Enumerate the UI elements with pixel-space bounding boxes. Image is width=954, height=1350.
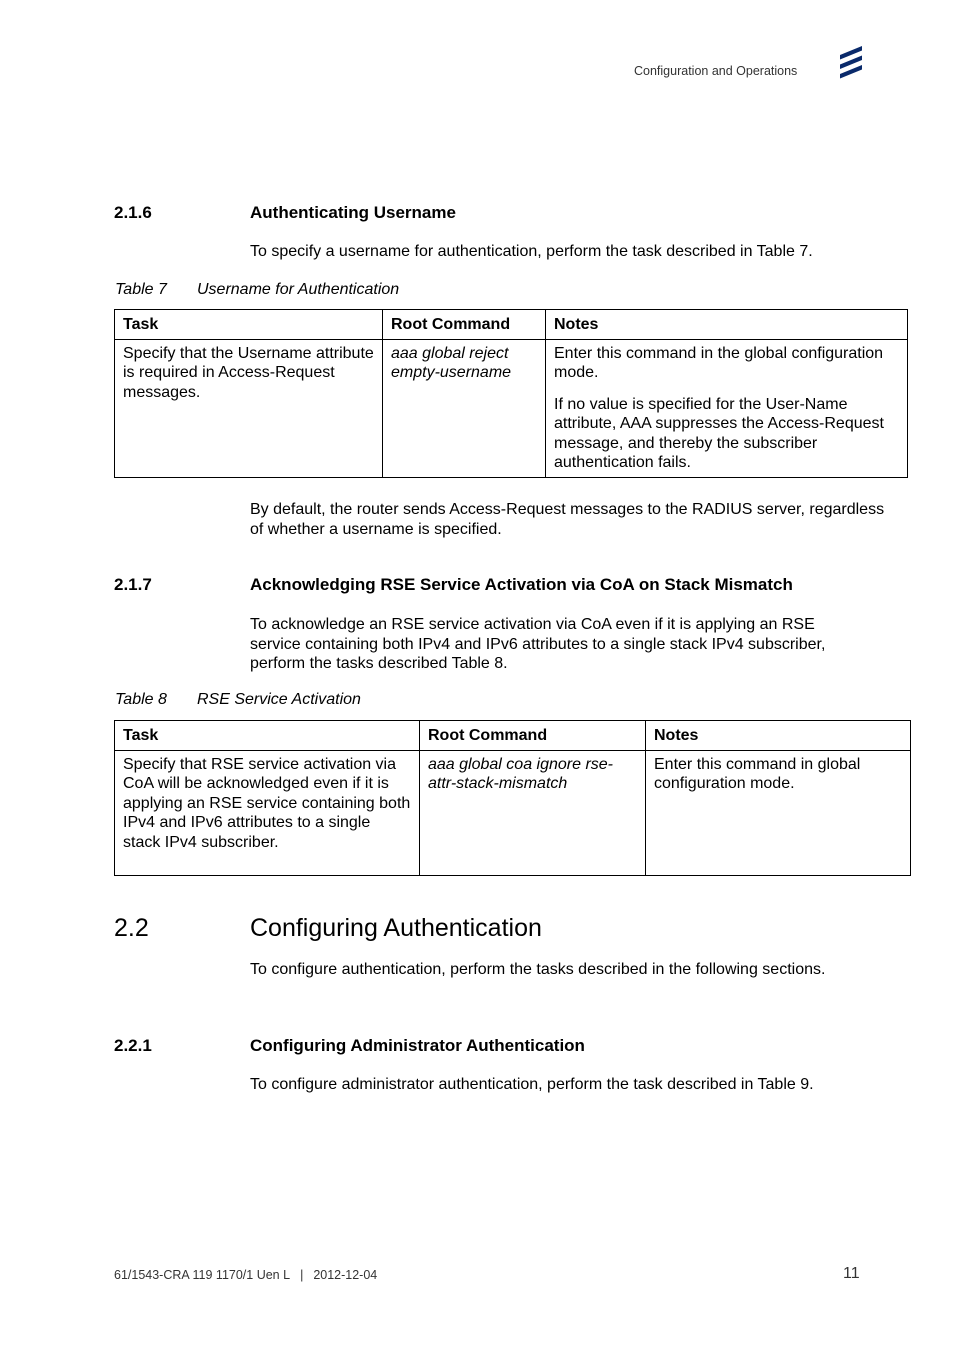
notes-cell: [646, 750, 911, 875]
table-caption: [115, 691, 361, 709]
footer-separator: |: [300, 1268, 304, 1282]
note-paragraph: If no value is specified for the User-Name attribute, AAA suppresses the Access-Request message, and thereby the subscriber authentication fails.: [554, 395, 884, 471]
table-caption-text: RSE Service Activation: [197, 691, 361, 708]
note-paragraph: Enter this command in the global configuration mode.: [554, 344, 884, 381]
default-behavior-paragraph: By default, the router sends Access-Request messages to the RADIUS server, regardless of whether a username is specified.: [250, 501, 885, 538]
root-command-cell: aaa global reject empty-username: [383, 339, 546, 477]
column-header-notes: Notes: [646, 721, 911, 751]
section-heading: Configuring Administrator Authentication: [250, 1036, 585, 1055]
document-id: 61/1543-CRA 119 1170/1 Uen L: [114, 1268, 291, 1282]
notes-cell: [546, 339, 908, 477]
document-date: 2012-12-04: [313, 1268, 378, 1282]
task-cell: Specify that RSE service activation via CoA will be acknowledged even if it is applying an RSE service containing both IPv4 and IPv6 attributes to a single stack IPv4 subscriber.: [115, 750, 420, 875]
column-header-task: Task: [115, 310, 383, 340]
table-caption: [115, 281, 399, 299]
column-header-root-command: Root Command: [420, 721, 646, 751]
task-cell: Specify that the Username attribute is required in Access-Request messages.: [115, 339, 383, 477]
rse-service-activation-table: [114, 720, 911, 876]
column-header-root-command: Root Command: [383, 310, 546, 340]
note-paragraph: Enter this command in global configuration mode.: [654, 755, 861, 792]
section-heading: Acknowledging RSE Service Activation via CoA on Stack Mismatch: [250, 575, 793, 594]
table-row: [115, 339, 908, 477]
section-intro-paragraph: To specify a username for authentication, perform the task described in Table 7.: [250, 243, 813, 260]
section-number: 2.1.7: [114, 575, 152, 594]
section-intro-paragraph: To configure administrator authentication, perform the task described in Table 9.: [250, 1076, 814, 1093]
company-logo-icon: [836, 44, 866, 80]
table-row: [115, 750, 911, 875]
section-number: 2.1.6: [114, 203, 152, 222]
table-header-row: [115, 721, 911, 751]
chapter-heading: Configuring Authentication: [250, 914, 542, 942]
section-intro-paragraph: To configure authentication, perform the tasks described in the following sections.: [250, 961, 826, 978]
table-label: Table 7: [115, 281, 167, 298]
footer-document-info: [114, 1268, 377, 1282]
section-intro-paragraph: To acknowledge an RSE service activation via CoA even if it is applying an RSE service containing both IPv4 and IPv6 attributes to a single stack IPv4 subscriber, perform the tasks described Table 8.: [250, 616, 826, 672]
section-number: 2.2.1: [114, 1036, 152, 1055]
table-header-row: [115, 310, 908, 340]
chapter-number: 2.2: [114, 914, 149, 942]
column-header-task: Task: [115, 721, 420, 751]
running-header: Configuration and Operations: [634, 64, 798, 78]
column-header-notes: Notes: [546, 310, 908, 340]
section-heading: Authenticating Username: [250, 203, 456, 222]
page-number: 11: [843, 1265, 860, 1282]
table-label: Table 8: [115, 691, 167, 708]
root-command-cell: aaa global coa ignore rse-attr-stack-mismatch: [420, 750, 646, 875]
table-caption-text: Username for Authentication: [197, 281, 400, 298]
username-authentication-table: [114, 309, 908, 478]
